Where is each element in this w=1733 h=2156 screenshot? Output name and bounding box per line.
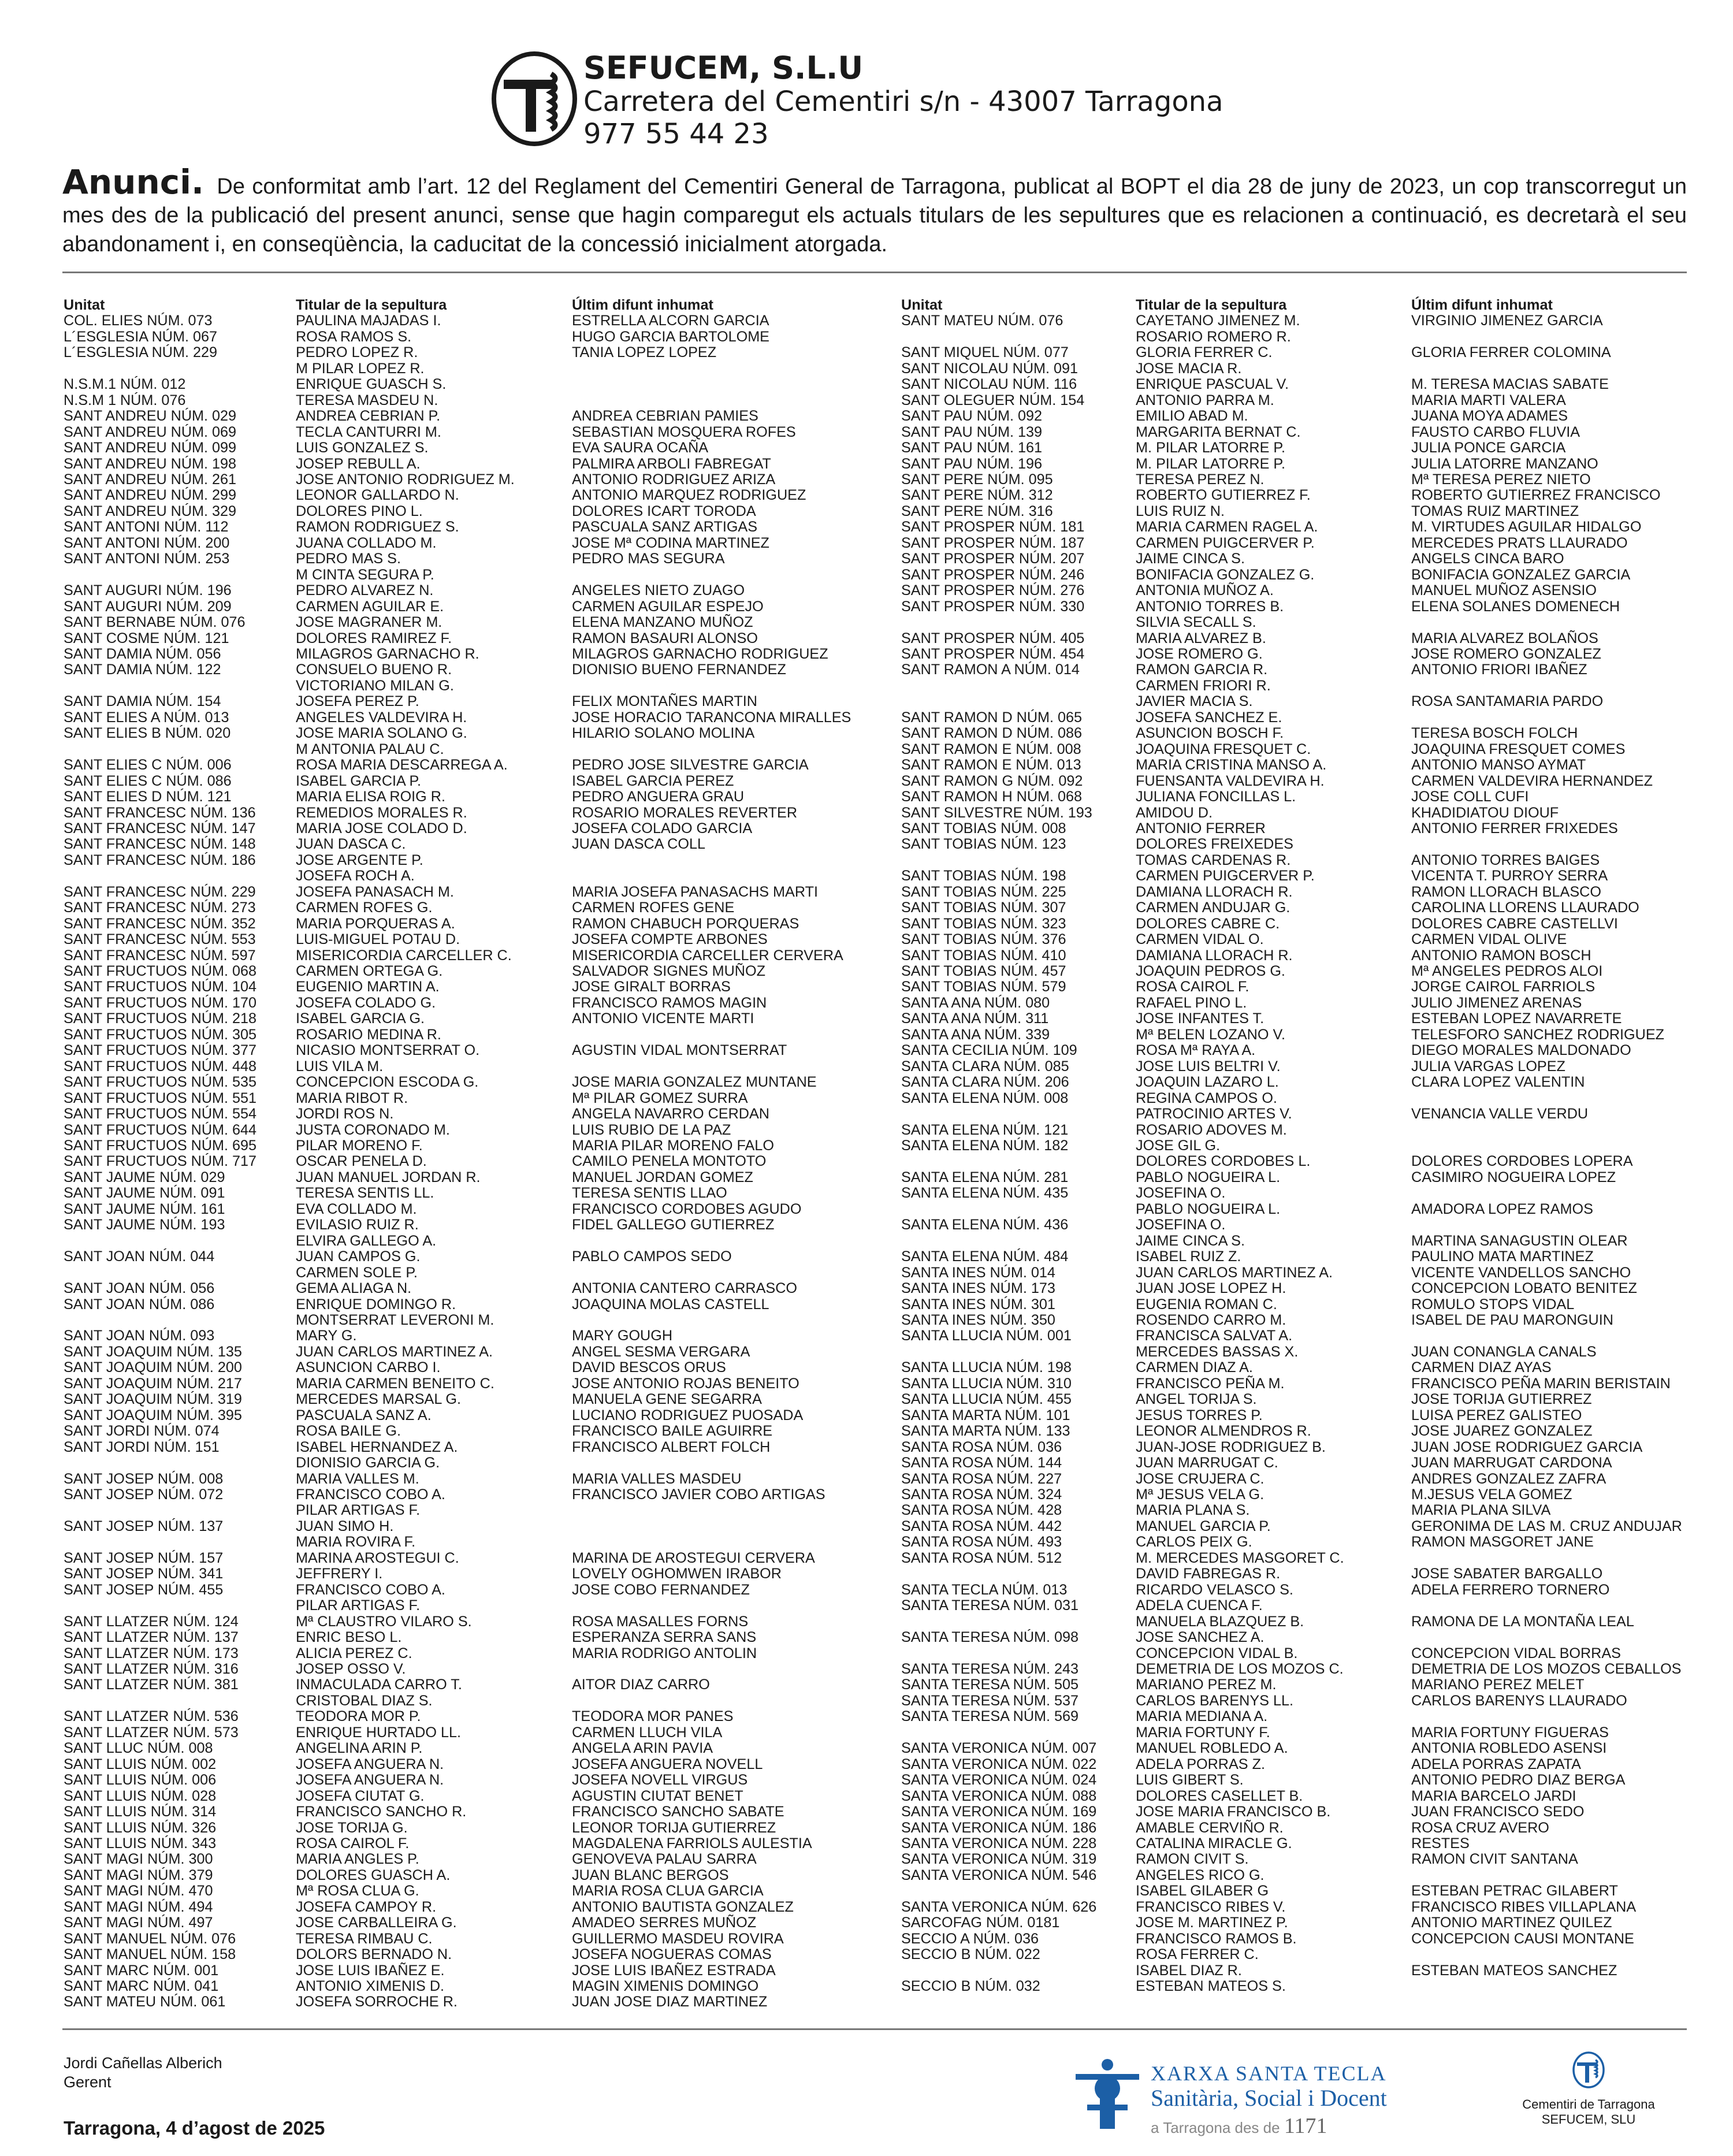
signature-block [64, 2054, 222, 2092]
company-header [491, 51, 1358, 161]
cementiri-logo [1490, 2051, 1687, 2138]
santa-tecla-cross-icon [1070, 2057, 1145, 2135]
unit-header: Unitat [901, 297, 943, 313]
company-address: Carretera del Cementiri s/n - 43007 Tarragona [583, 86, 1223, 118]
right-last-column [1411, 298, 1682, 1979]
notice-lead: Anunci. [62, 162, 204, 202]
right-holder-column [1136, 298, 1344, 1994]
cementiri-t-logo-icon [1571, 2051, 1606, 2089]
left-holder-column [296, 298, 515, 2010]
last-deceased-header: Últim difunt inhumat [572, 297, 713, 313]
cem-name: Cementiri de Tarragona [1522, 2097, 1655, 2112]
signer-name: Jordi Cañellas Alberich [64, 2054, 222, 2072]
left-unit-column [64, 298, 256, 2010]
top-divider [62, 272, 1687, 273]
unit-header: Unitat [64, 297, 105, 313]
xst-since [1151, 2113, 1327, 2139]
signer-role: Gerent [64, 2073, 111, 2091]
right-holder-list: CAYETANO JIMENEZ M. ROSARIO ROMERO R. GLORIA FERRER C. JOSE MACIA R. ENRIQUE PASCUAL V. ANTONIO PARRA M. EMILIO ABAD M. MARGARITA BERNAT C. M. PILAR LATORRE P. M. PILAR LATORRE P. TERESA PEREZ N. ROBERTO GUTIERREZ F. LUIS RUIZ N. MARIA CARMEN RAGEL A. CARMEN PUIGCERVER P. JAIME CINCA S. BONIFACIA GONZALEZ G. ANTONIA MUÑOZ A. ANTONIO TORRES B. SILVIA SECALL S. MARIA ALVAREZ B. JOSE ROMERO G. RAMON GARCIA R. CARMEN FRIORI R. JAVIER MACIA S. JOSEFA SANCHEZ E. ASUNCION BOSCH F. JOAQUINA FRESQUET C. MARIA CRISTINA MANSO A. FUENSANTA VALDEVIRA H. JULIANA FONCILLAS L. AMIDOU D. ANTONIO FERRER DOLORES FREIXEDES TOMAS CARDENAS R. CARMEN PUIGCERVER P. DAMIANA LLORACH R. CARMEN ANDUJAR G. DOLORES CABRE C. CARMEN VIDAL O. DAMIANA LLORACH R. JOAQUIN PEDROS G. ROSA CAIROL F. RAFAEL PINO L. JOSE INFANTES T. Mª BELEN LOZANO V. ROSA Mª RAYA A. JOSE LUIS BELTRI V. JOAQUIN LAZARO L. REGINA CAMPOS O. PATROCINIO ARTES V. ROSARIO ADOVES M. JOSE GIL G. DOLORES CORDOBES L. PABLO NOGUEIRA L. JOSEFINA O. PABLO NOGUEIRA L. JOSEFINA O. JAIME CINCA S. ISABEL RUIZ Z. JUAN CARLOS MARTINEZ A. JUAN JOSE LOPEZ H. EUGENIA ROMAN C. ROSENDO CARRO M. FRANCISCA SALVAT A. MERCEDES BASSAS X. CARMEN DIAZ A. FRANCISCO PEÑA M. ANGEL TORIJA S. JESUS TORRES P. LEONOR ALMENDROS R. JUAN-JOSE RODRIGUEZ B. JUAN MARRUGAT C. JOSE CRUJERA C. Mª JESUS VELA G. MARIA PLANA S. MANUEL GARCIA P. CARLOS PEIX G. M. MERCEDES MASGORET C. DAVID FABREGAS R. RICARDO VELASCO S. ADELA CUENCA F. MANUELA BLAZQUEZ B. JOSE SANCHEZ A. CONCEPCION VIDAL B. DEMETRIA DE LOS MOZOS C. MARIANO PEREZ M. CARLOS BARENYS LL. MARIA MEDIANA A. MARIA FORTUNY F. MANUEL ROBLEDO A. ADELA PORRAS Z. LUIS GIBERT S. DOLORES CASELLET B. JOSE MARIA FRANCISCO B. AMABLE CERVIÑO R. CATALINA MIRACLE G. RAMON CIVIT S. ANGELES RICO G. ISABEL GILABER G FRANCISCO RIBES V. JOSE M. MARTINEZ P. FRANCISCO RAMOS B. ROSA FERRER C. ISABEL DIAZ R. ESTEBAN MATEOS S. [1136, 313, 1344, 1995]
right-last-list: VIRGINIO JIMENEZ GARCIA GLORIA FERRER COLOMINA M. TERESA MACIAS SABATE MARIA MARTI VALERA JUANA MOYA ADAMES FAUSTO CARBO FLUVIA JULIA PONCE GARCIA JULIA LATORRE MANZANO Mª TERESA PEREZ NIETO ROBERTO GUTIERREZ FRANCISCO TOMAS RUIZ MARTINEZ M. VIRTUDES AGUILAR HIDALGO MERCEDES PRATS LLAURADO ANGELS CINCA BARO BONIFACIA GONZALEZ GARCIA MANUEL MUÑOZ ASENSIO ELENA SOLANES DOMENECH MARIA ALVAREZ BOLAÑOS JOSE ROMERO GONZALEZ ANTONIO FRIORI IBAÑEZ ROSA SANTAMARIA PARDO TERESA BOSCH FOLCH JOAQUINA FRESQUET COMES ANTONIO MANSO AYMAT CARMEN VALDEVIRA HERNANDEZ JOSE COLL CUFI KHADIDIATOU DIOUF ANTONIO FERRER FRIXEDES ANTONIO TORRES BAIGES VICENTA T. PURROY SERRA RAMON LLORACH BLASCO CAROLINA LLORENS LLAURADO DOLORES CABRE CASTELLVI CARMEN VIDAL OLIVE ANTONIO RAMON BOSCH Mª ANGELES PEDROS ALOI JORGE CAIROL FARRIOLS JULIO JIMENEZ ARENAS ESTEBAN LOPEZ NAVARRETE TELESFORO SANCHEZ RODRIGUEZ DIEGO MORALES MALDONADO JULIA VARGAS LOPEZ CLARA LOPEZ VALENTIN VENANCIA VALLE VERDU DOLORES CORDOBES LOPERA CASIMIRO NOGUEIRA LOPEZ AMADORA LOPEZ RAMOS MARTINA SANAGUSTIN OLEAR PAULINO MATA MARTINEZ VICENTE VANDELLOS SANCHO CONCEPCION LOBATO BENITEZ ROMULO STOPS VIDAL ISABEL DE PAU MARONGUIN JUAN CONANGLA CANALS CARMEN DIAZ AYAS FRANCISCO PEÑA MARIN BERISTAIN JOSE TORIJA GUTIERREZ LUISA PEREZ GALISTEO JOSE JUAREZ GONZALEZ JUAN JOSE RODRIGUEZ GARCIA JUAN MARRUGAT CARDONA ANDRES GONZALEZ ZAFRA M.JESUS VELA GOMEZ MARIA PLANA SILVA GERONIMA DE LAS M. CRUZ ANDUJAR RAMON MASGORET JANE JOSE SABATER BARGALLO ADELA FERRERO TORNERO RAMONA DE LA MONTAÑA LEAL CONCEPCION VIDAL BORRAS DEMETRIA DE LOS MOZOS CEBALLOS MARIANO PEREZ MELET CARLOS BARENYS LLAURADO MARIA FORTUNY FIGUERAS ANTONIA ROBLEDO ASENSI ADELA PORRAS ZAPATA ANTONIO PEDRO DIAZ BERGA MARIA BARCELO JARDI JUAN FRANCISCO SEDO ROSA CRUZ AVERO RESTES RAMON CIVIT SANTANA ESTEBAN PETRAC GILABERT FRANCISCO RIBES VILLAPLANA ANTONIO MARTINEZ QUILEZ CONCEPCION CAUSI MONTANE ESTEBAN MATEOS SANCHEZ [1411, 313, 1682, 1979]
left-last-list: ESTRELLA ALCORN GARCIA HUGO GARCIA BARTOLOME TANIA LOPEZ LOPEZ ANDREA CEBRIAN PAMIES SEBASTIAN MOSQUERA ROFES EVA SAURA OCAÑA PALMIRA ARBOLI FABREGAT ANTONIO RODRIGUEZ ARIZA ANTONIO MARQUEZ RODRIGUEZ DOLORES ICART TORODA PASCUALA SANZ ARTIGAS JOSE Mª CODINA MARTINEZ PEDRO MAS SEGURA ANGELES NIETO ZUAGO CARMEN AGUILAR ESPEJO ELENA MANZANO MUÑOZ RAMON BASAURI ALONSO MILAGROS GARNACHO RODRIGUEZ DIONISIO BUENO FERNANDEZ FELIX MONTAÑES MARTIN JOSE HORACIO TARANCONA MIRALLES HILARIO SOLANO MOLINA PEDRO JOSE SILVESTRE GARCIA ISABEL GARCIA PEREZ PEDRO ANGUERA GRAU ROSARIO MORALES REVERTER JOSEFA COLADO GARCIA JUAN DASCA COLL MARIA JOSEFA PANASACHS MARTI CARMEN ROFES GENE RAMON CHABUCH PORQUERAS JOSEFA COMPTE ARBONES MISERICORDIA CARCELLER CERVERA SALVADOR SIGNES MUÑOZ JOSE GIRALT BORRAS FRANCISCO RAMOS MAGIN ANTONIO VICENTE MARTI AGUSTIN VIDAL MONTSERRAT JOSE MARIA GONZALEZ MUNTANE Mª PILAR GOMEZ SURRA ANGELA NAVARRO CERDAN LUIS RUBIO DE LA PAZ MARIA PILAR MORENO FALO CAMILO PENELA MONTOTO MANUEL JORDAN GOMEZ TERESA SENTIS LLAO FRANCISCO CORDOBES AGUDO FIDEL GALLEGO GUTIERREZ PABLO CAMPOS SEDO ANTONIA CANTERO CARRASCO JOAQUINA MOLAS CASTELL MARY GOUGH ANGEL SESMA VERGARA DAVID BESCOS ORUS JOSE ANTONIO ROJAS BENEITO MANUELA GENE SEGARRA LUCIANO RODRIGUEZ PUOSADA FRANCISCO BAILE AGUIRRE FRANCISCO ALBERT FOLCH MARIA VALLES MASDEU FRANCISCO JAVIER COBO ARTIGAS MARINA DE AROSTEGUI CERVERA LOVELY OGHOMWEN IRABOR JOSE COBO FERNANDEZ ROSA MASALLES FORNS ESPERANZA SERRA SANS MARIA RODRIGO ANTOLIN AITOR DIAZ CARRO TEODORA MOR PANES CARMEN LLUCH VILA ANGELA ARIN PAVIA JOSEFA ANGUERA NOVELL JOSEFA NOVELL VIRGUS AGUSTIN CIUTAT BENET FRANCISCO SANCHO SABATE LEONOR TORIJA GUTIERREZ MAGDALENA FARRIOLS AULESTIA GENOVEVA PALAU SARRA JUAN BLANC BERGOS MARIA ROSA CLUA GARCIA ANTONIO BAUTISTA GONZALEZ AMADEO SERRES MUÑOZ GUILLERMO MASDEU ROVIRA JOSEFA NOGUERAS COMAS JOSE LUIS IBAÑEZ ESTRADA MAGIN XIMENIS DOMINGO JUAN JOSE DIAZ MARTINEZ [572, 313, 851, 2010]
xarxa-santa-tecla-logo [1070, 2057, 1416, 2138]
sefucem-t-logo-icon [491, 51, 578, 147]
xst-year: 1171 [1284, 2114, 1327, 2138]
cem-company: SEFUCEM, SLU [1541, 2112, 1636, 2127]
xst-title: XARXA SANTA TECLA [1151, 2062, 1387, 2085]
xst-since-text: a Tarragona des de [1151, 2119, 1280, 2136]
left-last-column [572, 298, 851, 2010]
notice-paragraph [62, 162, 1687, 259]
company-info [583, 51, 1223, 150]
last-deceased-header: Últim difunt inhumat [1411, 297, 1553, 313]
right-unit-column [901, 298, 1096, 1994]
date-line: Tarragona, 4 d’agost de 2025 [64, 2117, 325, 2139]
notice-text: De conformitat amb l’art. 12 del Reglament del Cementiri General de Tarragona, publicat al BOPT el dia 28 de juny de 2023, un cop transcorregut un mes des de la publicació del present anunci, sense que hagin comparegut els actuals titulars de les sepultures que es relacionen a continuació, es decretarà el seu abandonament i, en conseqüència, la caducitat de la concessió inicialment atorgada. [62, 174, 1687, 257]
bottom-divider [62, 2028, 1687, 2030]
left-holder-list: PAULINA MAJADAS I. ROSA RAMOS S. PEDRO LOPEZ R. M PILAR LOPEZ R. ENRIQUE GUASCH S. TERESA MASDEU N. ANDREA CEBRIAN P. TECLA CANTURRI M. LUIS GONZALEZ S. JOSEP REBULL A. JOSE ANTONIO RODRIGUEZ M. LEONOR GALLARDO N. DOLORES PINO L. RAMON RODRIGUEZ S. JUANA COLLADO M. PEDRO MAS S. M CINTA SEGURA P. PEDRO ALVAREZ N. CARMEN AGUILAR E. JOSE MAGRANER M. DOLORES RAMIREZ F. MILAGROS GARNACHO R. CONSUELO BUENO R. VICTORIANO MILAN G. JOSEFA PEREZ P. ANGELES VALDEVIRA H. JOSE MARIA SOLANO G. M ANTONIA PALAU C. ROSA MARIA DESCARREGA A. ISABEL GARCIA P. MARIA ELISA ROIG R. REMEDIOS MORALES R. MARIA JOSE COLADO D. JUAN DASCA C. JOSE ARGENTE P. JOSEFA ROCH A. JOSEFA PANASACH M. CARMEN ROFES G. MARIA PORQUERAS A. LUIS-MIGUEL POTAU D. MISERICORDIA CARCELLER C. CARMEN ORTEGA G. EUGENIO MARTIN A. JOSEFA COLADO G. ISABEL GARCIA G. ROSARIO MEDINA R. NICASIO MONTSERRAT O. LUIS VILA M. CONCEPCION ESCODA G. MARIA RIBOT R. JORDI ROS N. JUSTA CORONADO M. PILAR MORENO F. OSCAR PENELA D. JUAN MANUEL JORDAN R. TERESA SENTIS LL. EVA COLLADO M. EVILASIO RUIZ R. ELVIRA GALLEGO A. JUAN CAMPOS G. CARMEN SOLE P. GEMA ALIAGA N. ENRIQUE DOMINGO R. MONTSERRAT LEVERONI M. MARY G. JUAN CARLOS MARTINEZ A. ASUNCION CARBO I. MARIA CARMEN BENEITO C. MERCEDES MARSAL G. PASCUALA SANZ A. ROSA BAILE G. ISABEL HERNANDEZ A. DIONISIO GARCIA G. MARIA VALLES M. FRANCISCO COBO A. PILAR ARTIGAS F. JUAN SIMO H. MARIA ROVIRA F. MARINA AROSTEGUI C. JEFFRERY I. FRANCISCO COBO A. PILAR ARTIGAS F. Mª CLAUSTRO VILARO S. ENRIC BESO L. ALICIA PEREZ C. JOSEP OSSO V. INMACULADA CARRO T. CRISTOBAL DIAZ S. TEODORA MOR P. ENRIQUE HURTADO LL. ANGELINA ARIN P. JOSEFA ANGUERA N. JOSEFA ANGUERA N. JOSEFA CIUTAT G. FRANCISCO SANCHO R. JOSE TORIJA G. ROSA CAIROL F. MARIA ANGLES P. DOLORES GUASCH A. Mª ROSA CLUA G. JOSEFA CAMPOY R. JOSE CARBALLEIRA G. TERESA RIMBAU C. DOLORS BERNADO N. JOSE LUIS IBAÑEZ E. ANTONIO XIMENIS D. JOSEFA SORROCHE R. [296, 313, 515, 2010]
holder-header: Titular de la sepultura [296, 297, 447, 313]
right-unit-list: SANT MATEU NÚM. 076 SANT MIQUEL NÚM. 077 SANT NICOLAU NÚM. 091 SANT NICOLAU NÚM. 116 SANT OLEGUER NÚM. 154 SANT PAU NÚM. 092 SANT PAU NÚM. 139 SANT PAU NÚM. 161 SANT PAU NÚM. 196 SANT PERE NÚM. 095 SANT PERE NÚM. 312 SANT PERE NÚM. 316 SANT PROSPER NÚM. 181 SANT PROSPER NÚM. 187 SANT PROSPER NÚM. 207 SANT PROSPER NÚM. 246 SANT PROSPER NÚM. 276 SANT PROSPER NÚM. 330 SANT PROSPER NÚM. 405 SANT PROSPER NÚM. 454 SANT RAMON A NÚM. 014 SANT RAMON D NÚM. 065 SANT RAMON D NÚM. 086 SANT RAMON E NÚM. 008 SANT RAMON E NÚM. 013 SANT RAMON G NÚM. 092 SANT RAMON H NÚM. 068 SANT SILVESTRE NÚM. 193 SANT TOBIAS NÚM. 008 SANT TOBIAS NÚM. 123 SANT TOBIAS NÚM. 198 SANT TOBIAS NÚM. 225 SANT TOBIAS NÚM. 307 SANT TOBIAS NÚM. 323 SANT TOBIAS NÚM. 376 SANT TOBIAS NÚM. 410 SANT TOBIAS NÚM. 457 SANT TOBIAS NÚM. 579 SANTA ANA NÚM. 080 SANTA ANA NÚM. 311 SANTA ANA NÚM. 339 SANTA CECILIA NÚM. 109 SANTA CLARA NÚM. 085 SANTA CLARA NÚM. 206 SANTA ELENA NÚM. 008 SANTA ELENA NÚM. 121 SANTA ELENA NÚM. 182 SANTA ELENA NÚM. 281 SANTA ELENA NÚM. 435 SANTA ELENA NÚM. 436 SANTA ELENA NÚM. 484 SANTA INES NÚM. 014 SANTA INES NÚM. 173 SANTA INES NÚM. 301 SANTA INES NÚM. 350 SANTA LLUCIA NÚM. 001 SANTA LLUCIA NÚM. 198 SANTA LLUCIA NÚM. 310 SANTA LLUCIA NÚM. 455 SANTA MARTA NÚM. 101 SANTA MARTA NÚM. 133 SANTA ROSA NÚM. 036 SANTA ROSA NÚM. 144 SANTA ROSA NÚM. 227 SANTA ROSA NÚM. 324 SANTA ROSA NÚM. 428 SANTA ROSA NÚM. 442 SANTA ROSA NÚM. 493 SANTA ROSA NÚM. 512 SANTA TECLA NÚM. 013 SANTA TERESA NÚM. 031 SANTA TERESA NÚM. 098 SANTA TERESA NÚM. 243 SANTA TERESA NÚM. 505 SANTA TERESA NÚM. 537 SANTA TERESA NÚM. 569 SANTA VERONICA NÚM. 007 SANTA VERONICA NÚM. 022 SANTA VERONICA NÚM. 024 SANTA VERONICA NÚM. 088 SANTA VERONICA NÚM. 169 SANTA VERONICA NÚM. 186 SANTA VERONICA NÚM. 228 SANTA VERONICA NÚM. 319 SANTA VERONICA NÚM. 546 SANTA VERONICA NÚM. 626 SARCOFAG NÚM. 0181 SECCIO A NÚM. 036 SECCIO B NÚM. 022 SECCIO B NÚM. 032 [901, 313, 1097, 1995]
company-phone: 977 55 44 23 [583, 118, 769, 150]
company-name: SEFUCEM, S.L.U [583, 50, 864, 86]
holder-header: Titular de la sepultura [1136, 297, 1287, 313]
xst-subtitle: Sanitària, Social i Docent [1151, 2085, 1387, 2111]
left-unit-list: COL. ELIES NÚM. 073 L´ESGLESIA NÚM. 067 L´ESGLESIA NÚM. 229 N.S.M.1 NÚM. 012 N.S.M 1 NÚM. 076 SANT ANDREU NÚM. 029 SANT ANDREU NÚM. 069 SANT ANDREU NÚM. 099 SANT ANDREU NÚM. 198 SANT ANDREU NÚM. 261 SANT ANDREU NÚM. 299 SANT ANDREU NÚM. 329 SANT ANTONI NÚM. 112 SANT ANTONI NÚM. 200 SANT ANTONI NÚM. 253 SANT AUGURI NÚM. 196 SANT AUGURI NÚM. 209 SANT BERNABE NÚM. 076 SANT COSME NÚM. 121 SANT DAMIA NÚM. 056 SANT DAMIA NÚM. 122 SANT DAMIA NÚM. 154 SANT ELIES A NÚM. 013 SANT ELIES B NÚM. 020 SANT ELIES C NÚM. 006 SANT ELIES C NÚM. 086 SANT ELIES D NÚM. 121 SANT FRANCESC NÚM. 136 SANT FRANCESC NÚM. 147 SANT FRANCESC NÚM. 148 SANT FRANCESC NÚM. 186 SANT FRANCESC NÚM. 229 SANT FRANCESC NÚM. 273 SANT FRANCESC NÚM. 352 SANT FRANCESC NÚM. 553 SANT FRANCESC NÚM. 597 SANT FRUCTUOS NÚM. 068 SANT FRUCTUOS NÚM. 104 SANT FRUCTUOS NÚM. 170 SANT FRUCTUOS NÚM. 218 SANT FRUCTUOS NÚM. 305 SANT FRUCTUOS NÚM. 377 SANT FRUCTUOS NÚM. 448 SANT FRUCTUOS NÚM. 535 SANT FRUCTUOS NÚM. 551 SANT FRUCTUOS NÚM. 554 SANT FRUCTUOS NÚM. 644 SANT FRUCTUOS NÚM. 695 SANT FRUCTUOS NÚM. 717 SANT JAUME NÚM. 029 SANT JAUME NÚM. 091 SANT JAUME NÚM. 161 SANT JAUME NÚM. 193 SANT JOAN NÚM. 044 SANT JOAN NÚM. 056 SANT JOAN NÚM. 086 SANT JOAN NÚM. 093 SANT JOAQUIM NÚM. 135 SANT JOAQUIM NÚM. 200 SANT JOAQUIM NÚM. 217 SANT JOAQUIM NÚM. 319 SANT JOAQUIM NÚM. 395 SANT JORDI NÚM. 074 SANT JORDI NÚM. 151 SANT JOSEP NÚM. 008 SANT JOSEP NÚM. 072 SANT JOSEP NÚM. 137 SANT JOSEP NÚM. 157 SANT JOSEP NÚM. 341 SANT JOSEP NÚM. 455 SANT LLATZER NÚM. 124 SANT LLATZER NÚM. 137 SANT LLATZER NÚM. 173 SANT LLATZER NÚM. 316 SANT LLATZER NÚM. 381 SANT LLATZER NÚM. 536 SANT LLATZER NÚM. 573 SANT LLUC NÚM. 008 SANT LLUIS NÚM. 002 SANT LLUIS NÚM. 006 SANT LLUIS NÚM. 028 SANT LLUIS NÚM. 314 SANT LLUIS NÚM. 326 SANT LLUIS NÚM. 343 SANT MAGI NÚM. 300 SANT MAGI NÚM. 379 SANT MAGI NÚM. 470 SANT MAGI NÚM. 494 SANT MAGI NÚM. 497 SANT MANUEL NÚM. 076 SANT MANUEL NÚM. 158 SANT MARC NÚM. 001 SANT MARC NÚM. 041 SANT MATEU NÚM. 061 [64, 313, 257, 2010]
